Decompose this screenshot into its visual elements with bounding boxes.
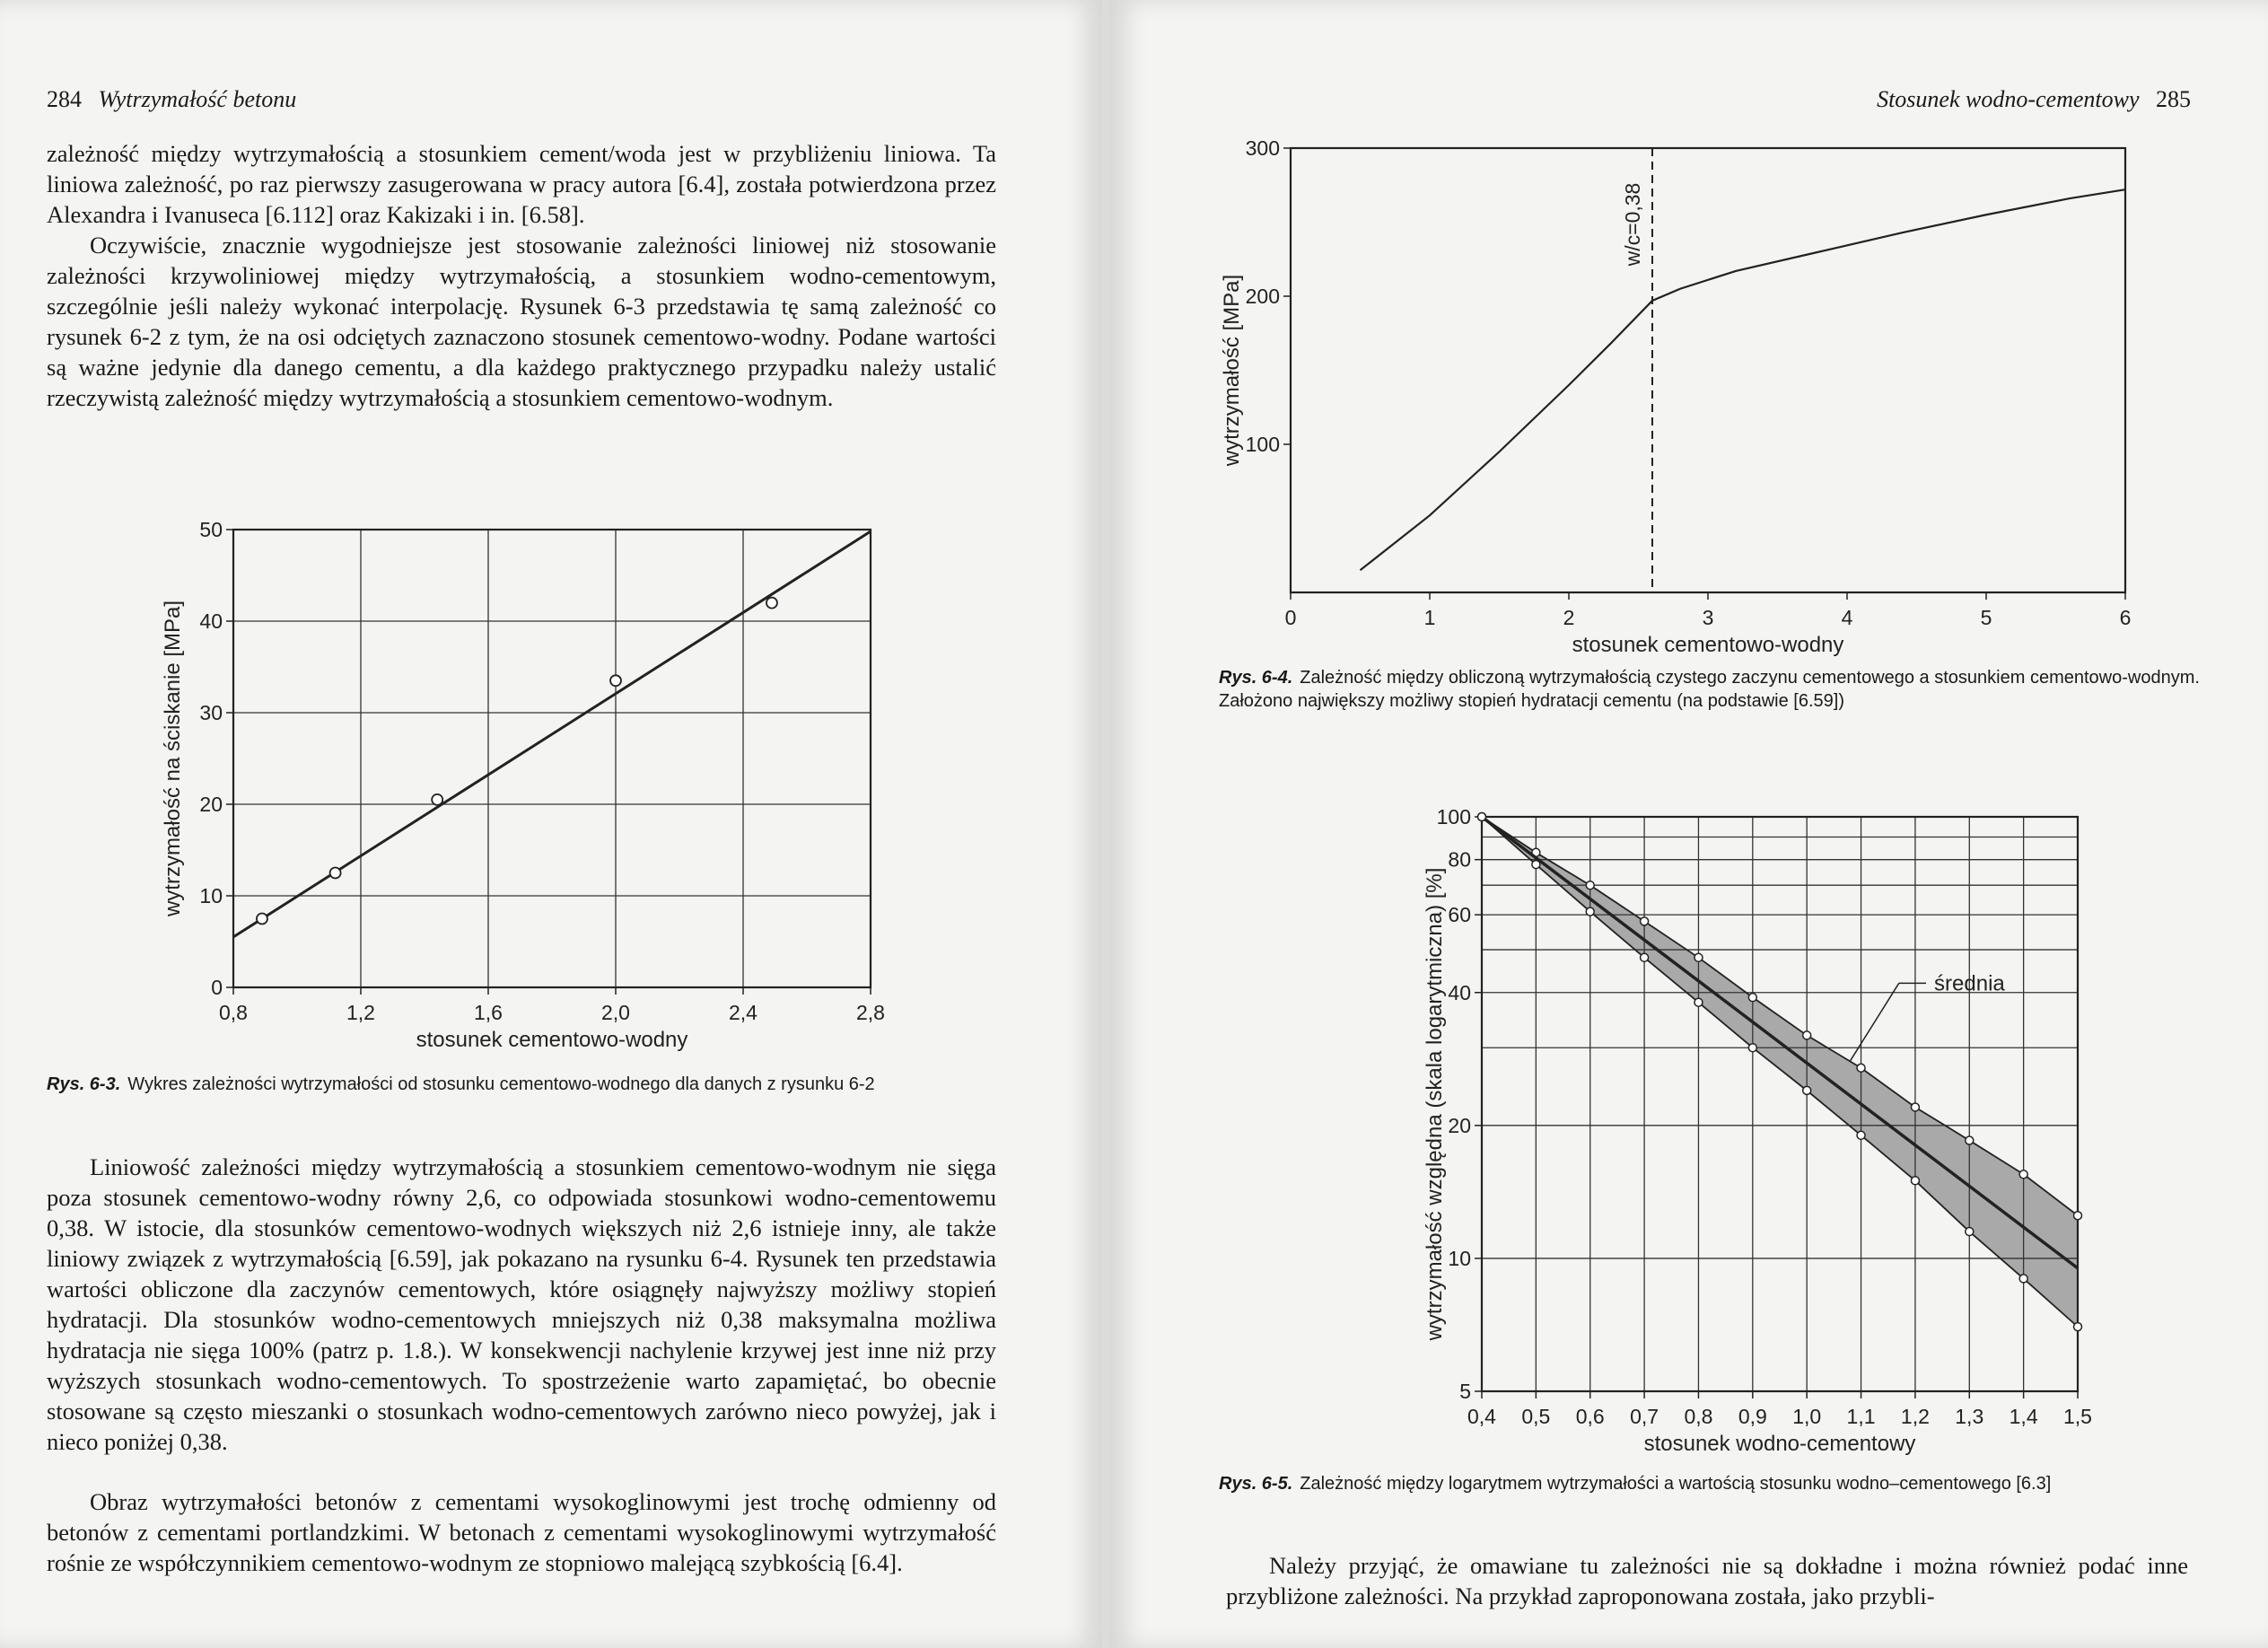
x-tick-label: 1,6: [474, 1001, 503, 1024]
right-page: [1109, 0, 2268, 1648]
x-tick-label: 5: [1980, 606, 1992, 629]
x-tick-label: 1,4: [2009, 1405, 2038, 1428]
y-tick-label: 200: [1245, 285, 1280, 308]
x-tick-label: 0: [1284, 606, 1297, 629]
y-tick-label: 60: [1448, 903, 1471, 927]
running-head-left: [47, 86, 296, 113]
vline-label: w/c=0,38: [1621, 182, 1644, 267]
y-tick-label: 10: [199, 884, 223, 907]
x-tick-label: 0,6: [1575, 1405, 1605, 1428]
paragraph-3: Liniowość zależności między wytrzymałością a stosunkiem cementowo-wodnym nie sięga poza stosunek cementowo-wodny równy 2,6, co odpowiada stosunkowi wodno-cementowemu 0,38. W istocie, dla stosunków cementowo-wodnych większych niż 2,6 istnieje inny, ale także liniowy związek z wytrzymałością [6.59], jak pokazano na rysunku 6-4. Rysunek ten przedstawia wartości obliczone dla zaczynów cementowych, które osiągnęły najwyższy możliwy stopień hydratacji. Dla stosunków wodno-cementowych mniejszych niż 0,38 maksymalna możliwa hydratacja nie sięga 100% (patrz p. 1.8.). W konsekwencji nachylenie krzywej jest inne niż przy wyższych stosunkach wodno-cementowych. To spostrzeżenie warto zapamiętać, bo obecnie stosowane są często mieszanki o stosunkach wodno-cementowych zarówno nieco powyżej, jak i nieco poniżej 0,38.: [47, 1153, 996, 1455]
page-number-left: 284: [47, 86, 82, 112]
figure-6-5-chart: [1370, 799, 2177, 1463]
x-tick-label: 4: [1841, 606, 1853, 629]
data-point: [610, 675, 621, 686]
data-point: [1748, 1044, 1756, 1052]
figure-6-4-label: Rys. 6-4.: [1219, 668, 1293, 688]
x-tick-label: 2,4: [729, 1001, 757, 1024]
data-point: [432, 794, 442, 805]
x-tick-label: 1,5: [2063, 1405, 2092, 1428]
y-tick-label: 0: [211, 976, 223, 999]
y-tick-label: 50: [199, 518, 223, 541]
data-point: [1748, 994, 1756, 1002]
figure-6-5-label: Rys. 6-5.: [1219, 1474, 1293, 1494]
y-tick-label: 5: [1459, 1380, 1471, 1403]
data-point: [1966, 1136, 1974, 1144]
y-tick-label: 10: [1448, 1246, 1471, 1270]
x-tick-label: 2,8: [856, 1001, 885, 1024]
data-point: [2074, 1212, 2082, 1220]
figure-6-4-caption-text: Zależność między obliczoną wytrzymałością czystego zaczynu cementowego a stosunkiem cementowo-wodnym. Założono największy możliwy stopień hydratacji cementu (na podstawie [6.59]): [1219, 668, 2200, 711]
data-point: [330, 868, 341, 879]
y-tick-label: 40: [199, 609, 223, 633]
x-tick-label: 1,1: [1846, 1405, 1876, 1428]
paragraph-4: Obraz wytrzymałości betonów z cementami wysokoglinowymi jest trochę odmienny od betonów z cementami portlandzkimi. W betonach z cementami wysokoglinowymi wytrzymałość rośnie ze współczynnikiem cementowo-wodnym ze stopniowo malejącą szybkością [6.4].: [47, 1488, 996, 1576]
data-point: [1803, 1031, 1811, 1039]
x-tick-label: 1,2: [346, 1001, 375, 1024]
data-point: [1478, 813, 1486, 821]
x-tick-label: 2,0: [601, 1001, 630, 1024]
data-point: [1641, 953, 1649, 961]
x-tick-label: 1,3: [1955, 1405, 1984, 1428]
x-tick-label: 1,0: [1792, 1405, 1822, 1428]
paragraph-2: Oczywiście, znacznie wygodniejsze jest stosowanie zależności liniowej niż stosowanie zależności krzywoliniowej między wytrzymałością, a stosunkiem wodno-cementowym, szczególnie jeśli należy wykonać interpolację. Rysunek 6-3 przedstawia tę samą zależność co rysunek 6-2 z tym, że na osi odciętych zaznaczono stosunek cementowo-wodny. Podane wartości są ważne jedynie dla danego cementu, a dla każdego praktycznego przypadku należy ustalić rzeczywistą zależność między wytrzymałością a stosunkiem cementowo-wodnym.: [47, 232, 996, 411]
data-point: [1641, 917, 1649, 925]
figure-6-4-chart: [1220, 117, 2152, 664]
data-point: [2019, 1275, 2027, 1283]
annotation-leader: [1850, 983, 1898, 1061]
x-tick-label: 2: [1563, 606, 1575, 629]
x-tick-label: 0,9: [1738, 1405, 1767, 1428]
paragraph-right-1: Należy przyjąć, że omawiane tu zależności nie są dokładne i można również podać inne przybliżone zależności. Na przykład zaproponowana została, jako przybli-: [1226, 1552, 2188, 1609]
x-tick-label: 0,7: [1630, 1405, 1659, 1428]
data-point: [2019, 1170, 2027, 1179]
y-tick-label: 20: [199, 793, 223, 816]
x-tick-label: 1,2: [1900, 1405, 1930, 1428]
y-axis-label: wytrzymałość na ściskanie [MPa]: [161, 600, 185, 917]
x-tick-label: 3: [1702, 606, 1714, 629]
figure-6-3-caption: [47, 1073, 996, 1096]
y-tick-label: 20: [1448, 1113, 1471, 1137]
running-head-title-right: Stosunek wodno-cementowy: [1877, 86, 2140, 112]
paragraph-1: zależność między wytrzymałością a stosunkiem cement/woda jest w przybliżeniu liniowa. Ta liniowa zależność, po raz pierwszy zasugerowana w pracy autora [6.4], została potwierdzona przez Alexandra i Ivanuseca [6.112] oraz Kakizaki i in. [6.58].: [47, 140, 996, 228]
data-point: [2074, 1323, 2082, 1331]
data-point: [1532, 861, 1540, 869]
fit-line: [233, 531, 871, 937]
data-point: [1911, 1177, 1919, 1185]
plot-frame: [1482, 817, 2078, 1391]
running-head-title-left: Wytrzymałość betonu: [98, 86, 297, 112]
y-tick-label: 30: [199, 701, 223, 724]
data-point: [1966, 1228, 1974, 1236]
figure-6-3-label: Rys. 6-3.: [47, 1074, 121, 1094]
running-head-right: [1877, 86, 2191, 113]
data-point: [1586, 881, 1594, 890]
figure-6-5-caption: [1219, 1472, 2206, 1495]
x-tick-label: 0,4: [1467, 1405, 1496, 1428]
figure-6-5-caption-text: Zależność między logarytmem wytrzymałości a wartością stosunku wodno–cementowego [6.3]: [1300, 1474, 2052, 1494]
figure-6-3-caption-text: Wykres zależności wytrzymałości od stosunku cementowo-wodnego dla danych z rysunku 6-2: [127, 1074, 875, 1094]
x-tick-label: 0,8: [219, 1001, 248, 1024]
strength-curve: [1361, 189, 2126, 570]
y-axis-label: wytrzymałość [MPa]: [1220, 274, 1244, 467]
y-tick-label: 100: [1245, 433, 1280, 456]
data-point: [1803, 1086, 1811, 1094]
page-number-right: 285: [2156, 86, 2191, 112]
y-tick-label: 300: [1245, 136, 1280, 160]
mean-annotation: średnia: [1934, 971, 2005, 996]
x-tick-label: 1: [1423, 606, 1436, 629]
x-tick-label: 6: [2119, 606, 2132, 629]
data-point: [1694, 998, 1703, 1006]
y-axis-label: wytrzymałość względna (skala logarytmiczna) [%]: [1423, 867, 1447, 1341]
mean-line: [1482, 817, 2078, 1268]
x-axis-label: stosunek wodno-cementowy: [1643, 1432, 1916, 1456]
x-tick-label: 0,8: [1684, 1405, 1713, 1428]
data-point: [1586, 907, 1594, 916]
y-tick-label: 80: [1448, 847, 1471, 872]
data-point: [766, 598, 777, 609]
data-point: [257, 914, 267, 925]
x-axis-label: stosunek cementowo-wodny: [416, 1028, 688, 1052]
x-axis-label: stosunek cementowo-wodny: [1572, 633, 1844, 657]
x-tick-label: 0,5: [1521, 1405, 1551, 1428]
data-point: [1911, 1103, 1919, 1111]
figure-6-3-chart: [162, 512, 915, 1068]
data-point: [1857, 1064, 1865, 1072]
data-point: [1694, 953, 1703, 961]
data-point: [1857, 1131, 1865, 1139]
left-page: [0, 0, 1102, 1648]
y-tick-label: 40: [1448, 980, 1471, 1004]
scatter-band: [1482, 817, 2078, 1327]
figure-6-4-caption: [1219, 666, 2206, 713]
y-tick-label: 100: [1436, 805, 1471, 828]
